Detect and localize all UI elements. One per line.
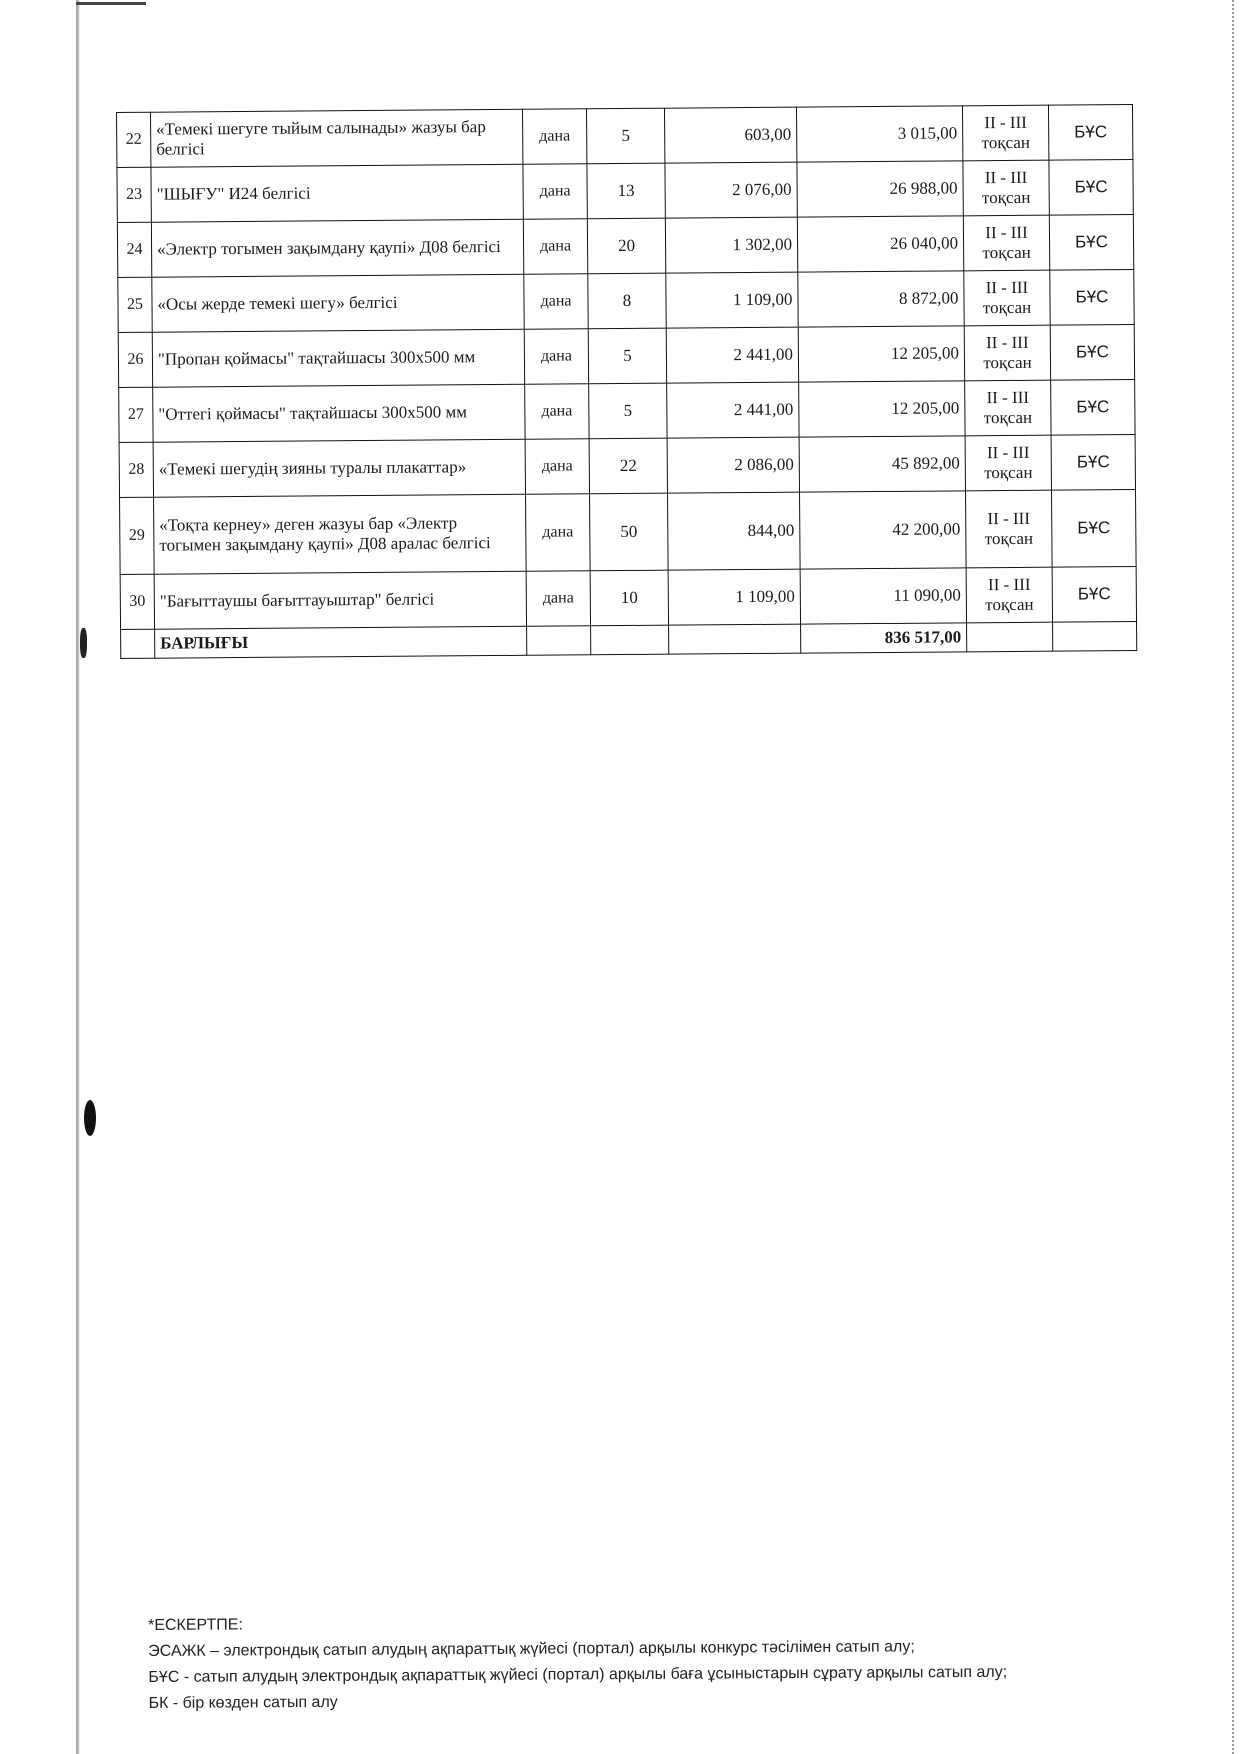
quantity: 20 — [587, 218, 665, 274]
unit-price: 1 302,00 — [665, 217, 797, 273]
line-total: 12 205,00 — [798, 326, 964, 382]
table-row — [120, 567, 1136, 630]
delivery-period: II - III тоқсан — [962, 105, 1048, 161]
delivery-period: II - III тоқсан — [964, 270, 1050, 326]
row-number: 30 — [120, 574, 154, 629]
delivery-period: II - III тоқсан — [965, 435, 1051, 491]
unit-of-measure: дана — [523, 219, 587, 275]
total-empty-cell — [1053, 622, 1137, 652]
item-name: «Осы жерде темекі шегу» белгісі — [152, 274, 524, 332]
line-total: 11 090,00 — [800, 568, 966, 624]
scan-blot — [80, 628, 87, 658]
delivery-period: II - III тоқсан — [965, 380, 1051, 436]
item-name: "Оттегі қоймасы" тақтайшасы 300х500 мм — [153, 384, 525, 442]
row-number: 26 — [118, 332, 152, 387]
unit-of-measure: дана — [525, 439, 589, 495]
row-number: 24 — [117, 222, 151, 277]
total-empty-cell — [591, 625, 669, 655]
line-total: 26 988,00 — [797, 161, 963, 217]
scan-corner-mark — [76, 2, 146, 5]
quantity: 10 — [590, 570, 668, 626]
line-total: 8 872,00 — [798, 271, 964, 327]
total-empty-cell — [121, 629, 155, 658]
unit-price: 1 109,00 — [668, 569, 800, 625]
unit-of-measure: дана — [526, 571, 590, 627]
total-empty-cell — [669, 624, 801, 654]
note-line: ЭСАЖК – электрондық сатып алудың ақпараттық жүйесі (портал) арқылы конкурс тәсілімен сатып алу; — [148, 1638, 915, 1660]
table-row — [117, 160, 1133, 223]
delivery-period: II - III тоқсан — [963, 160, 1049, 216]
item-name: "Бағыттаушы бағыттауыштар" белгісі — [154, 571, 526, 629]
unit-of-measure: дана — [522, 109, 586, 165]
procurement-method: БҰС — [1051, 435, 1135, 491]
procurement-method: БҰС — [1048, 105, 1132, 161]
unit-of-measure: дана — [524, 274, 588, 330]
procurement-method: БҰС — [1050, 325, 1134, 381]
table-row — [118, 325, 1134, 388]
item-name: «Темекі шегудің зияны туралы плакаттар» — [153, 439, 525, 497]
unit-of-measure: дана — [526, 494, 591, 572]
total-empty-cell — [527, 626, 591, 656]
note-title: *ЕСКЕРТПЕ: — [148, 1616, 243, 1634]
procurement-method: БҰС — [1049, 160, 1133, 216]
scan-edge-right — [1230, 0, 1234, 1754]
scan-edge-left — [76, 0, 80, 1754]
quantity: 5 — [589, 383, 667, 439]
quantity: 5 — [588, 328, 666, 384]
line-total: 45 892,00 — [799, 436, 965, 492]
quantity: 13 — [587, 163, 665, 219]
unit-price: 2 441,00 — [667, 382, 799, 438]
unit-of-measure: дана — [524, 329, 588, 385]
delivery-period: II - III тоқсан — [964, 325, 1050, 381]
row-number: 25 — [118, 277, 152, 332]
table-row — [117, 105, 1133, 168]
procurement-table — [116, 104, 1137, 659]
procurement-method: БҰС — [1051, 490, 1136, 568]
item-name: «Тоқта кернеу» деген жазуы бар «Электр тогымен зақымдану қаупі» Д08 аралас белгісі — [154, 494, 527, 574]
total-label: БАРЛЫҒЫ — [155, 626, 527, 658]
row-number: 22 — [117, 112, 151, 167]
table-body — [117, 105, 1137, 630]
unit-of-measure: дана — [523, 164, 587, 220]
line-total: 3 015,00 — [796, 106, 962, 162]
scan-blot — [84, 1100, 96, 1136]
row-number: 23 — [117, 167, 151, 222]
quantity: 22 — [589, 438, 667, 494]
procurement-method: БҰС — [1052, 567, 1136, 623]
table-row — [118, 270, 1134, 333]
table-row — [119, 380, 1135, 443]
table-row — [120, 490, 1137, 575]
unit-price: 844,00 — [668, 492, 801, 570]
unit-price: 2 441,00 — [666, 327, 798, 383]
row-number: 27 — [119, 387, 153, 442]
item-name: «Электр тогымен зақымдану қаупі» Д08 белгісі — [151, 219, 523, 277]
procurement-method: БҰС — [1050, 270, 1134, 326]
note-line: БК - бір көзден сатып алу — [148, 1693, 338, 1712]
total-sum: 836 517,00 — [801, 623, 967, 653]
quantity: 8 — [588, 273, 666, 329]
row-number: 29 — [120, 497, 155, 574]
unit-of-measure: дана — [525, 384, 589, 440]
total-empty-cell — [967, 622, 1053, 652]
unit-price: 2 086,00 — [667, 437, 799, 493]
line-total: 12 205,00 — [799, 381, 965, 437]
row-number: 28 — [119, 442, 153, 497]
delivery-period: II - III тоқсан — [966, 567, 1052, 623]
line-total: 26 040,00 — [797, 216, 963, 272]
note-block — [148, 1607, 1149, 1717]
unit-price: 603,00 — [664, 107, 796, 163]
procurement-method: БҰС — [1049, 215, 1133, 271]
delivery-period: II - III тоқсан — [963, 215, 1049, 271]
table-row — [117, 215, 1133, 278]
quantity: 5 — [586, 108, 664, 164]
procurement-table-wrapper — [116, 104, 1136, 659]
delivery-period: II - III тоқсан — [966, 490, 1053, 568]
item-name: «Темекі шегуге тыйым салынады» жазуы бар белгісі — [151, 109, 523, 167]
procurement-method: БҰС — [1051, 380, 1135, 436]
quantity: 50 — [590, 493, 669, 571]
item-name: "Пропан қоймасы" тақтайшасы 300х500 мм — [152, 329, 524, 387]
table-row — [119, 435, 1135, 498]
item-name: "ШЫҒУ" И24 белгісі — [151, 164, 523, 222]
line-total: 42 200,00 — [800, 491, 967, 569]
unit-price: 2 076,00 — [665, 162, 797, 218]
unit-price: 1 109,00 — [666, 272, 798, 328]
note-line: БҰС - сатып алудың электрондық ақпараттық жүйесі (портал) арқылы баға ұсыныстарын сұрату арқылы сатып алу; — [148, 1663, 1008, 1686]
